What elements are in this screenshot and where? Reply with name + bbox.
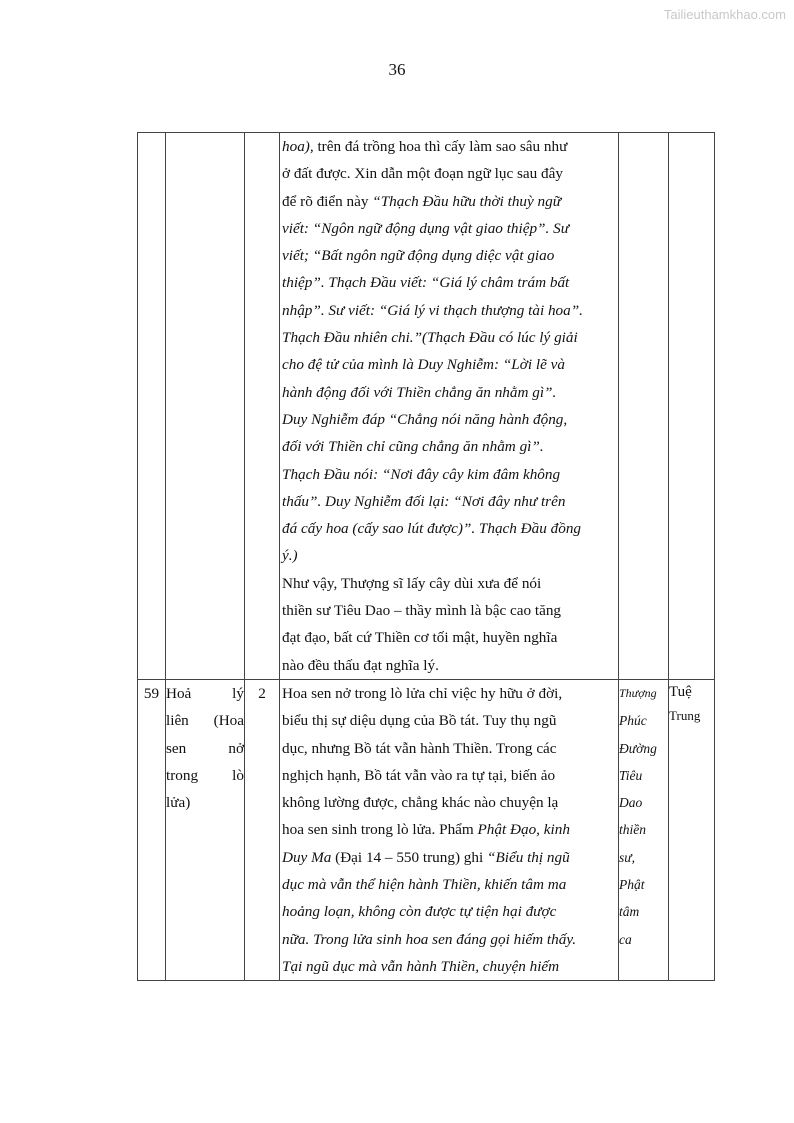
tac-pham-line: Đường bbox=[619, 740, 657, 756]
tac-pham-line: sư, bbox=[619, 849, 635, 865]
tac-pham-line: Dao bbox=[619, 795, 643, 811]
text-segment: không lường được, chẳng khác nào chuyện lạ bbox=[282, 794, 559, 812]
text-segment: viết; “Bất ngôn ngữ động dụng diệc vật giao bbox=[282, 247, 555, 265]
text-segment: viết: “Ngôn ngữ động dụng vật giao thiệp”. Sư bbox=[282, 219, 569, 237]
text-line bbox=[282, 816, 616, 843]
cell-so bbox=[245, 133, 280, 680]
text-segment: Như vậy, Thượng sĩ lấy cây dùi xưa để nói bbox=[282, 574, 542, 592]
content-table bbox=[137, 132, 715, 981]
text-segment: ở đất được. Xin dẫn một đoạn ngữ lục sau đây bbox=[282, 165, 563, 183]
tac-pham-line: Thượng bbox=[619, 685, 657, 700]
text-line bbox=[282, 597, 616, 624]
text-segment: nghịch hạnh, Bồ tát vẫn vào ra tự tại, biến ảo bbox=[282, 766, 556, 784]
text-line bbox=[282, 898, 616, 925]
tac-gia-line: Trung bbox=[669, 707, 701, 723]
text-segment: hoảng loạn, không còn được tự tiện hại được bbox=[282, 903, 557, 921]
text-line bbox=[282, 133, 616, 160]
text-segment: Thạch Đầu nói: “Nơi đây cây kim đâm không bbox=[282, 465, 561, 483]
text-segment: Hoa sen nở trong lò lửa chỉ việc hy hữu ở đời, bbox=[282, 684, 563, 702]
text-segment: cho đệ tử của mình là Duy Nghiễm: “Lời lẽ và bbox=[282, 356, 565, 374]
text-line bbox=[282, 406, 616, 433]
cell-noi-dung bbox=[280, 679, 619, 980]
text-segment: biểu thị sự diệu dụng của Bồ tát. Tuy thụ ngũ bbox=[282, 712, 557, 730]
text-line bbox=[282, 953, 616, 980]
ten-line: lửa) bbox=[166, 794, 191, 812]
text-line bbox=[282, 433, 616, 460]
text-line bbox=[282, 789, 616, 816]
text-segment: Thạch Đầu nhiên chi.”(Thạch Đầu có lúc lý giải bbox=[282, 329, 578, 347]
cell-stt bbox=[138, 133, 166, 680]
text-line bbox=[282, 871, 616, 898]
text-segment: ý.) bbox=[282, 547, 298, 565]
text-segment: nào đều thấu đạt nghĩa lý. bbox=[282, 656, 439, 674]
tac-pham-line: Tiêu bbox=[619, 767, 643, 783]
cell-tac-pham bbox=[619, 679, 669, 980]
text-segment: hoa sen sinh trong lò lửa. Phẩm bbox=[282, 821, 478, 839]
text-line bbox=[282, 297, 616, 324]
text-line bbox=[282, 215, 616, 242]
ten-line: liên (Hoa bbox=[166, 712, 244, 730]
text-segment: dục, nhưng Bồ tát vẫn hành Thiền. Trong các bbox=[282, 739, 557, 757]
paragraph-lines bbox=[280, 680, 618, 980]
page-number: 36 bbox=[388, 60, 406, 79]
text-segment: Duy Nghiễm đáp “Chẳng nói năng hành động, bbox=[282, 410, 568, 428]
text-segment: Tại ngũ dục mà vẫn hành Thiền, chuyện hiếm bbox=[282, 957, 560, 975]
text-line bbox=[282, 570, 616, 597]
text-line bbox=[282, 351, 616, 378]
ten-line: sen nở bbox=[166, 739, 244, 757]
text-line bbox=[282, 624, 616, 651]
tac-pham-line: thiền bbox=[619, 822, 646, 838]
table-row-continued bbox=[138, 133, 715, 680]
text-line bbox=[282, 762, 616, 789]
paragraph-lines bbox=[280, 133, 618, 679]
tac-pham-line: tâm bbox=[619, 904, 640, 920]
text-line bbox=[282, 680, 616, 707]
text-segment: nhập”. Sư viết: “Giá lý vi thạch thượng tài hoa”. bbox=[282, 301, 583, 319]
text-line bbox=[282, 488, 616, 515]
cell-tac-gia bbox=[669, 133, 715, 680]
text-segment: “Biểu thị ngũ bbox=[487, 848, 570, 866]
cell-ten bbox=[166, 133, 245, 680]
text-line bbox=[282, 324, 616, 351]
text-segment: “Thạch Đầu hữu thời thuỳ ngữ bbox=[372, 192, 562, 210]
text-line bbox=[282, 652, 616, 679]
text-segment: thiền sư Tiêu Dao – thầy mình là bậc cao tăng bbox=[282, 602, 562, 620]
text-segment: để rõ điển này bbox=[282, 192, 373, 210]
cell-so: 2 bbox=[245, 679, 280, 980]
text-segment: Duy Ma bbox=[282, 848, 332, 866]
text-segment: dục mà vẫn thể hiện hành Thiền, khiến tâm ma bbox=[282, 876, 567, 894]
tac-gia-line: Tuệ bbox=[669, 683, 692, 700]
tac-pham-line: Phúc bbox=[619, 713, 647, 729]
text-segment: thấu”. Duy Nghiễm đối lại: “Nơi đây như trên bbox=[282, 492, 566, 510]
text-segment: đá cấy hoa (cấy sao lút được)”. Thạch Đầu đồng bbox=[282, 520, 582, 538]
text-line bbox=[282, 542, 616, 569]
text-segment: trên đá trồng hoa thì cấy làm sao sâu như bbox=[313, 138, 568, 155]
tac-pham-line: Phật bbox=[619, 877, 645, 893]
ten-line: Hoả lý bbox=[166, 684, 244, 702]
text-line bbox=[282, 707, 616, 734]
watermark: Tailieuthamkhao.com bbox=[663, 7, 786, 22]
tac-pham-line: ca bbox=[619, 931, 632, 947]
text-line bbox=[282, 242, 616, 269]
text-line bbox=[282, 926, 616, 953]
text-line bbox=[282, 735, 616, 762]
ten-line: trong lò bbox=[166, 766, 244, 784]
text-line bbox=[282, 269, 616, 296]
text-line bbox=[282, 379, 616, 406]
table-row-59 bbox=[138, 679, 715, 980]
text-segment: hành động đối với Thiền chẳng ăn nhằm gì”. bbox=[282, 383, 557, 401]
text-segment: đạt đạo, bất cứ Thiền cơ tối mật, huyền nghĩa bbox=[282, 629, 558, 647]
text-line bbox=[282, 188, 616, 215]
cell-ten bbox=[166, 679, 245, 980]
cell-tac-gia bbox=[669, 679, 715, 980]
text-line bbox=[282, 844, 616, 871]
text-segment: đối với Thiền chỉ cũng chẳng ăn nhằm gì”. bbox=[282, 438, 544, 456]
cell-noi-dung bbox=[280, 133, 619, 680]
text-segment: nữa. Trong lửa sinh hoa sen đáng gọi hiếm thấy. bbox=[282, 930, 577, 948]
text-segment: Phật Đạo, kinh bbox=[477, 821, 570, 839]
text-line bbox=[282, 160, 616, 187]
text-line bbox=[282, 461, 616, 488]
text-segment: (Đại 14 – 550 trung) ghi bbox=[331, 848, 488, 866]
cell-stt: 59 bbox=[138, 679, 166, 980]
text-line bbox=[282, 515, 616, 542]
text-segment: thiệp”. Thạch Đầu viết: “Giá lý châm trám bất bbox=[282, 274, 570, 292]
text-segment: hoa), bbox=[282, 138, 314, 155]
cell-tac-pham bbox=[619, 133, 669, 680]
